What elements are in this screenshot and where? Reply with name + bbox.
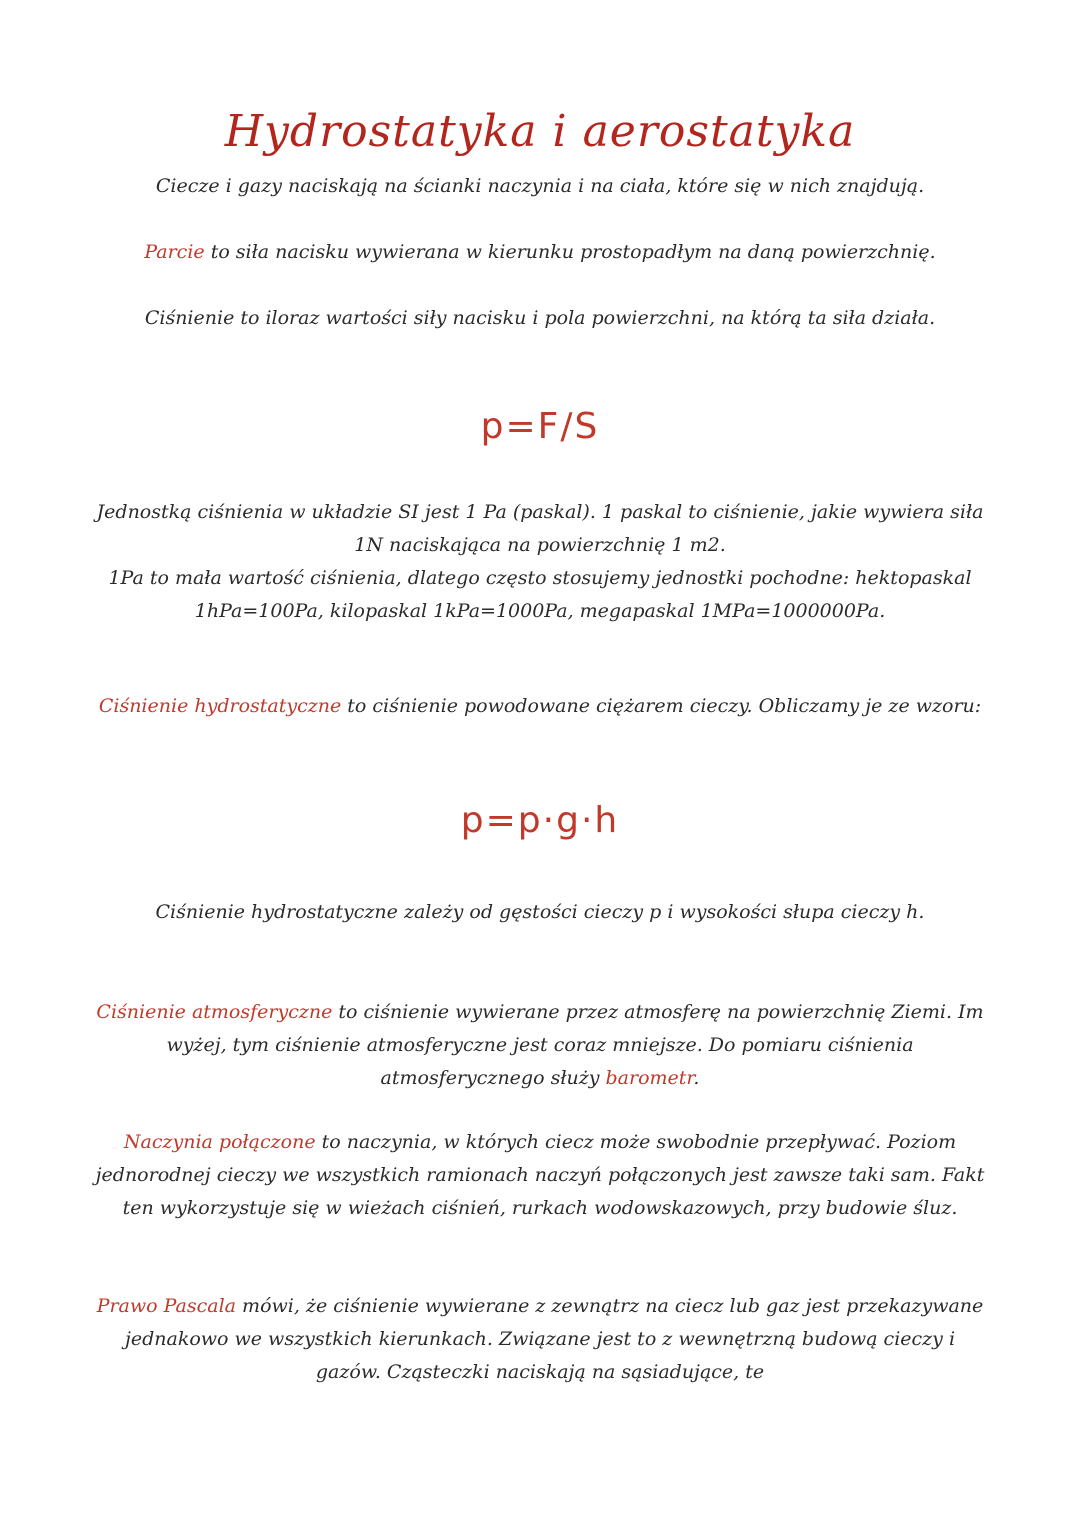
intro-text: Ciecze i gazy naciskają na ścianki naczynia i na ciała, które się w nich znajdują. bbox=[155, 175, 925, 197]
hydrostatic-term: Ciśnienie hydrostatyczne bbox=[98, 695, 342, 717]
connected-vessels-text: to naczynia, w których ciecz może swobodnie przepływać. Poziom jednorodnej cieczy we wszystkich ramionach naczyń połączonych jest zawsze taki sam. Fakt ten wykorzystuje się w wieżach ciśnień, rurkach wodowskazowych, przy budowie śluz. bbox=[95, 1131, 985, 1219]
atmospheric-paragraph bbox=[90, 996, 990, 1095]
atmospheric-end: . bbox=[693, 1067, 700, 1089]
hydrostatic-text: to ciśnienie powodowane ciężarem cieczy. Obliczamy je ze wzoru: bbox=[341, 695, 982, 717]
cisnienie-definition bbox=[90, 302, 990, 335]
pascal-law-term: Prawo Pascala bbox=[96, 1295, 237, 1317]
intro-paragraph bbox=[90, 170, 990, 203]
derived-units-text: 1Pa to mała wartość ciśnienia, dlatego często stosujemy jednostki pochodne: hektopaskal 1hPa=100Pa, kilopaskal 1kPa=1000Pa, megapaskal 1MPa=1000000Pa. bbox=[108, 567, 972, 622]
atmospheric-text: to ciśnienie wywierane przez atmosferę na powierzchnię Ziemi. Im wyżej, tym ciśnienie atmosferyczne jest coraz mniejsze. Do pomiaru ciśnienia atmosferycznego służy bbox=[166, 1001, 984, 1089]
unit-paragraph bbox=[90, 496, 990, 562]
dependence-text: Ciśnienie hydrostatyczne zależy od gęstości cieczy p i wysokości słupa cieczy h. bbox=[155, 901, 925, 923]
parcie-paragraph bbox=[90, 236, 990, 269]
connected-vessels-paragraph bbox=[90, 1126, 990, 1225]
hydrostatic-formula: p=p·g·h bbox=[460, 800, 620, 841]
pressure-formula: p=F/S bbox=[480, 406, 600, 447]
pascal-law-paragraph bbox=[90, 1290, 990, 1389]
parcie-text: to siła nacisku wywierana w kierunku prostopadłym na daną powierzchnię. bbox=[204, 241, 936, 263]
cisnienie-definition-text: Ciśnienie to iloraz wartości siły nacisku i pola powierzchni, na którą ta siła działa. bbox=[144, 307, 936, 329]
connected-vessels-term: Naczynia połączone bbox=[123, 1131, 316, 1153]
page-title: Hydrostatyka i aerostatyka bbox=[224, 106, 856, 157]
atmospheric-term: Ciśnienie atmosferyczne bbox=[96, 1001, 333, 1023]
derived-units-paragraph bbox=[90, 562, 990, 628]
dependence-paragraph bbox=[90, 896, 990, 929]
barometer-term: barometr bbox=[605, 1067, 694, 1089]
parcie-term: Parcie bbox=[144, 241, 205, 263]
pascal-law-text: mówi, że ciśnienie wywierane z zewnątrz na ciecz lub gaz jest przekazywane jednakowo we wszystkich kierunkach. Związane jest to z wewnętrzną budową cieczy i gazów. Cząsteczki naciskają na sąsiadujące, te bbox=[124, 1295, 984, 1383]
unit-text: Jednostką ciśnienia w układzie SI jest 1 Pa (paskal). 1 paskal to ciśnienie, jakie wywiera siła 1N naciskająca na powierzchnię 1 m2. bbox=[96, 501, 984, 556]
hydrostatic-paragraph bbox=[90, 690, 990, 723]
